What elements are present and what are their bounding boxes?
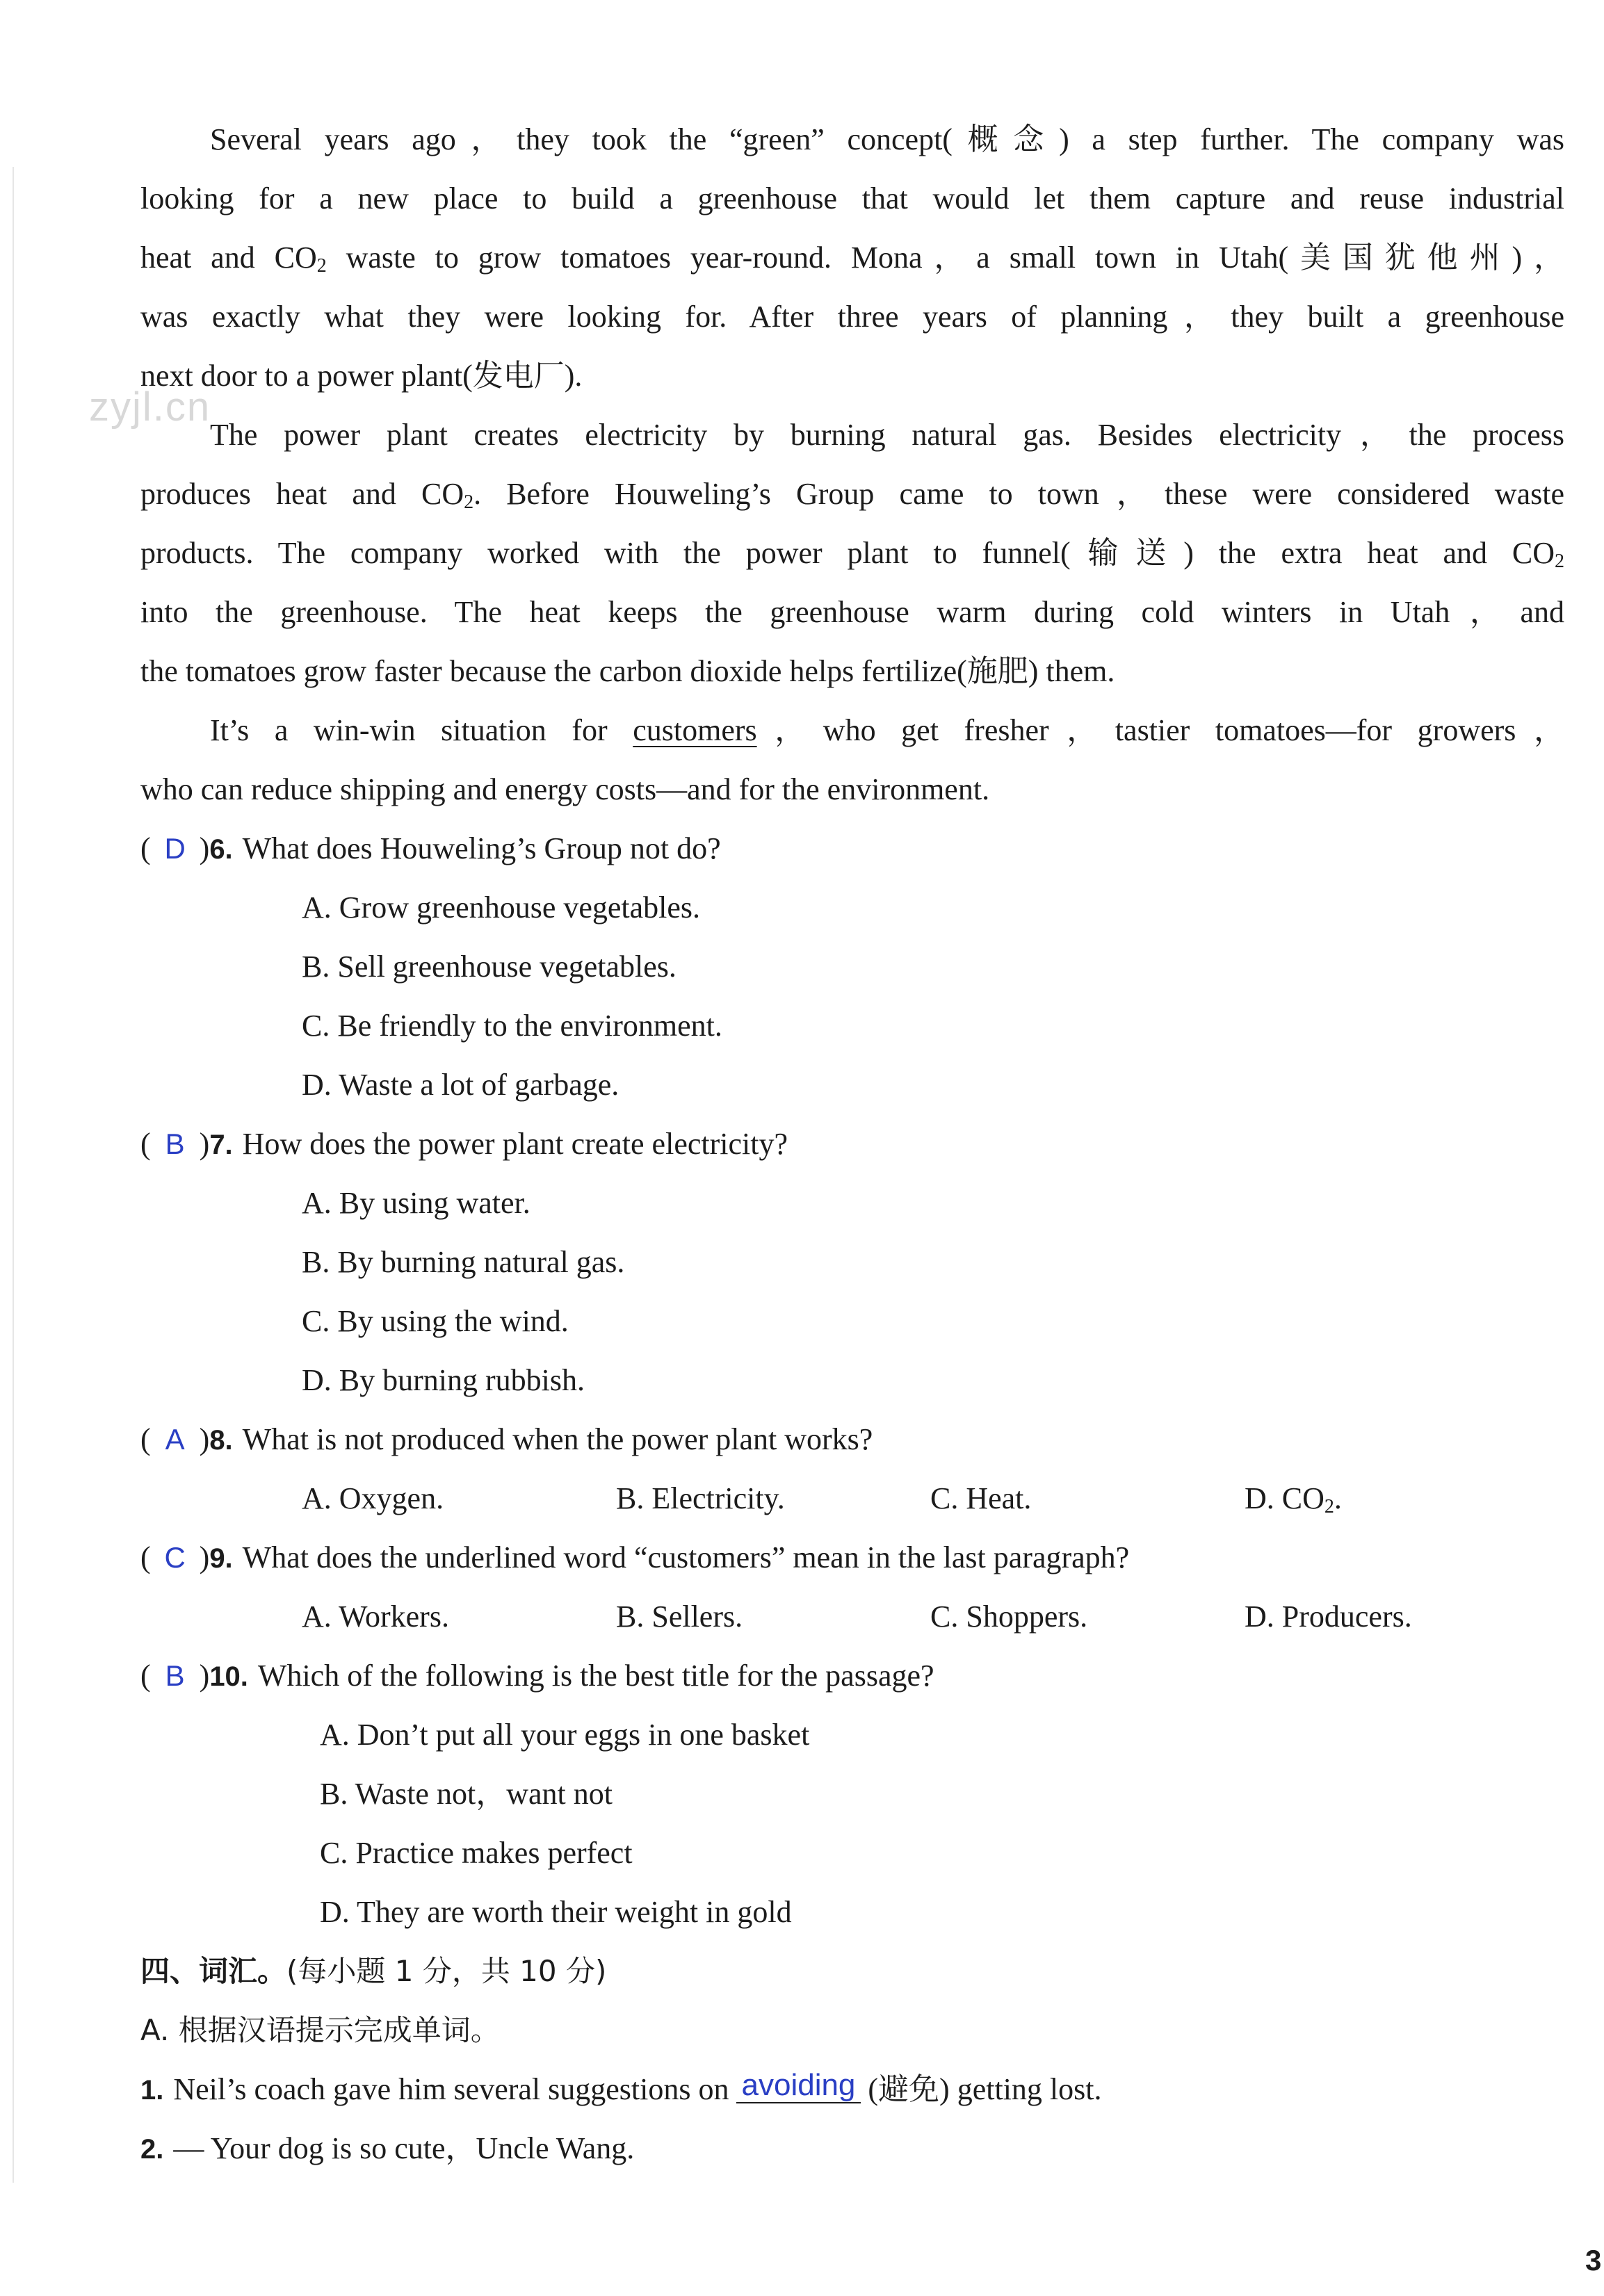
passage-line: The power plant creates electricity by burning natural gas. Besides electricity，the process bbox=[210, 418, 1564, 452]
answer-mark: D bbox=[164, 832, 186, 865]
option: A. Don’t put all your eggs in one basket bbox=[320, 1718, 810, 1752]
option: B. Sell greenhouse vegetables. bbox=[302, 950, 677, 984]
passage-line: It’s a win-win situation for customers，who get fresher，tastier tomatoes—for growers， bbox=[210, 713, 1564, 747]
option: C. By using the wind. bbox=[302, 1304, 569, 1338]
passage-line: next door to a power plant(发电厂). bbox=[140, 359, 583, 393]
option: C. Heat. bbox=[930, 1481, 1032, 1515]
option: A. Oxygen. bbox=[302, 1481, 444, 1515]
option: C. Be friendly to the environment. bbox=[302, 1009, 722, 1043]
passage-line: products. The company worked with the power plant to funnel(输送) the extra heat and $CO_2$ bbox=[140, 536, 1564, 572]
passage-line: the tomatoes grow faster because the carbon dioxide helps fertilize(施肥) them. bbox=[140, 654, 1115, 688]
option: B. Electricity. bbox=[616, 1481, 785, 1515]
answer-mark: B bbox=[165, 1659, 185, 1692]
question-6: ( D )6. What does Houweling’s Group not do? bbox=[140, 828, 721, 870]
vocab-item-1: 1. Neil’s coach gave him several suggestions on avoiding (避免) getting lost. bbox=[140, 2068, 1102, 2106]
vocab-item-2: 2. — Your dog is so cute，Uncle Wang. bbox=[140, 2131, 635, 2165]
question-8: ( A )8. What is not produced when the power plant works? bbox=[140, 1419, 873, 1461]
option: B. By burning natural gas. bbox=[302, 1245, 625, 1279]
option: C. Shoppers. bbox=[930, 1599, 1088, 1634]
question-7: ( B )7. How does the power plant create electricity? bbox=[140, 1123, 788, 1166]
section-heading: 四、词汇。(每小题 1 分，共 10 分) bbox=[140, 1954, 607, 1988]
option: D. By burning rubbish. bbox=[302, 1363, 585, 1397]
passage-line: who can reduce shipping and energy costs—and for the environment. bbox=[140, 772, 990, 806]
filled-blank: avoiding bbox=[736, 2069, 861, 2103]
passage-line: was exactly what they were looking for. After three years of planning，they built a greenhouse bbox=[140, 300, 1564, 334]
passage-line: Several years ago，they took the “green” concept(概念) a step further. The company was bbox=[210, 122, 1564, 156]
option: B. Sellers. bbox=[616, 1599, 743, 1634]
option: D. Producers. bbox=[1245, 1599, 1412, 1634]
option: D. They are worth their weight in gold bbox=[320, 1895, 792, 1929]
passage-line: heat and $CO_2$ waste to grow tomatoes year-round. Mona，a small town in Utah(美国犹他州)， bbox=[140, 241, 1565, 277]
answer-mark: C bbox=[164, 1541, 186, 1574]
question-9: ( C )9. What does the underlined word “customers” mean in the last paragraph? bbox=[140, 1537, 1129, 1579]
underlined-word: customers bbox=[633, 713, 757, 747]
option: D. Waste a lot of garbage. bbox=[302, 1068, 619, 1102]
option: A. Workers. bbox=[302, 1599, 449, 1634]
page-number: 3 bbox=[1585, 2244, 1602, 2277]
option: B. Waste not，want not bbox=[320, 1777, 613, 1811]
option: A. Grow greenhouse vegetables. bbox=[302, 890, 701, 925]
option: C. Practice makes perfect bbox=[320, 1836, 633, 1870]
question-10: ( B )10. Which of the following is the best title for the passage? bbox=[140, 1655, 934, 1697]
watermark: zyjl.cn bbox=[89, 384, 211, 430]
page-edge-shadow bbox=[13, 167, 14, 2183]
passage-line: into the greenhouse. The heat keeps the greenhouse warm during cold winters in Utah，and bbox=[140, 595, 1564, 629]
option: D. $CO_2$. bbox=[1245, 1481, 1342, 1517]
passage-line: produces heat and $CO_2$. Before Houweling’s Group came to town，these were considered waste bbox=[140, 477, 1564, 513]
section-instruction: A. 根据汉语提示完成单词。 bbox=[140, 2013, 500, 2047]
passage-line: looking for a new place to build a greenhouse that would let them capture and reuse industrial bbox=[140, 181, 1564, 215]
option: A. By using water. bbox=[302, 1186, 530, 1220]
answer-mark: A bbox=[165, 1423, 185, 1456]
answer-mark: B bbox=[165, 1127, 185, 1160]
